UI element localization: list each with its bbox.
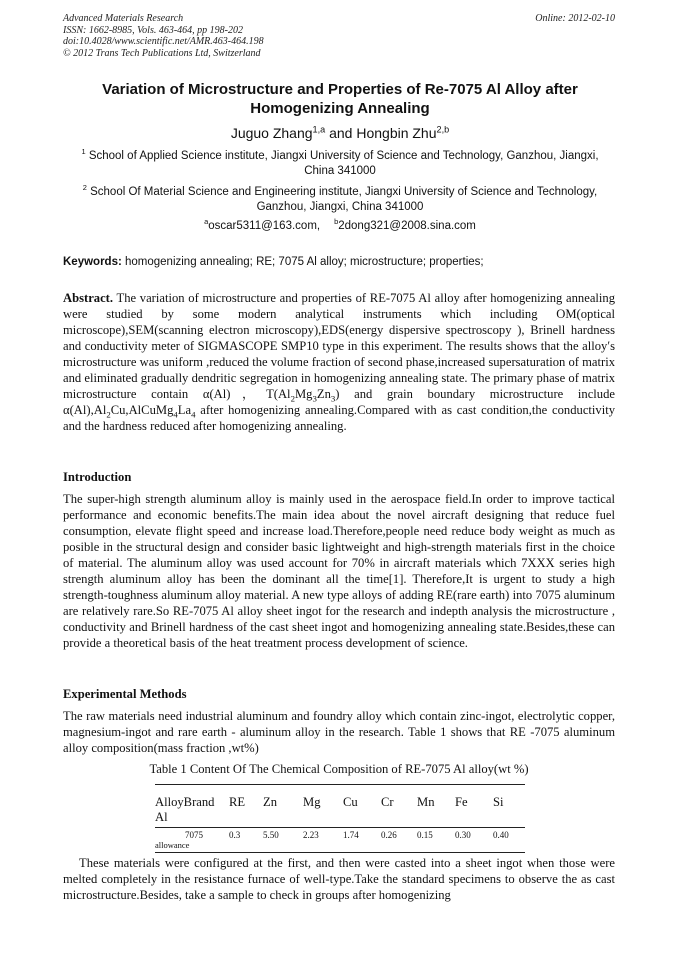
- table-cell: 0.15: [417, 828, 455, 853]
- abstract-sub-2: 3: [312, 393, 317, 404]
- keywords: [63, 255, 615, 270]
- affiliation-2-text: School Of Material Science and Engineering institute, Jiangxi University of Science and Technology, Ganzhou, Jiangxi, China 341000: [90, 186, 598, 213]
- email-b-marker: b: [334, 217, 339, 227]
- abstract-text-6: La: [177, 403, 192, 417]
- table-cell: 0.30: [455, 828, 493, 853]
- experimental-text: The raw materials need industrial aluminum and foundry alloy which contain zinc-ingot, electrolytic copper, magnesium-ingot and rare earth - aluminum alloy in the research. Table 1 shows that RE -7075 aluminum alloy composition(mass fraction ,wt%): [63, 709, 615, 755]
- author-conjunction: and: [325, 125, 357, 141]
- affiliation-1: [70, 149, 610, 179]
- affiliation-1-text: School of Applied Science institute, Jiangxi University of Science and Technology, Ganzhou, Jiangxi, China 341000: [88, 150, 599, 177]
- table-cell: 2.23: [303, 828, 343, 853]
- table-cell: 1.74: [343, 828, 381, 853]
- email-b[interactable]: 2dong321@2008.sina.com: [338, 220, 476, 232]
- abstract: [63, 290, 615, 434]
- abstract-sub-4: 2: [106, 409, 111, 420]
- table-cell: 0.26: [381, 828, 417, 853]
- table-header-cell: RE: [229, 785, 263, 828]
- table-header-cell: Mg: [303, 785, 343, 828]
- author-1-affil: 1,a: [312, 124, 326, 135]
- table-header-row: [155, 785, 525, 828]
- table-header-cell: Zn: [263, 785, 303, 828]
- author-2: Hongbin Zhu: [356, 125, 437, 141]
- alloy-brand-value: 7075: [185, 830, 203, 840]
- abstract-sub-6: 4: [191, 409, 196, 420]
- table-header-cell: Mn: [417, 785, 455, 828]
- table-row: [155, 828, 525, 853]
- composition-table: [155, 784, 525, 853]
- table-header-cell: Cu: [343, 785, 381, 828]
- al-value: allowance: [155, 840, 190, 850]
- author-1: Juguo Zhang: [230, 125, 313, 141]
- table-cell: 5.50: [263, 828, 303, 853]
- introduction-text: The super-high strength aluminum alloy is mainly used in the aerospace field.In order to improve tactical performance and economic benefits.The main idea about the novel aircraft designing that reduce fuel consumption, elevate flight speed and increase load.Therefore,people need reduce body weight as much as posible in the structural design and consider basic lightweight and high-strength materials first in the choice of material. The aluminum alloy was used account for 70% in aircraft materials which 7XXX series high strength aluminum alloy has been the dominant all the time[1]. Therefore,It is urgent to study a high strength-toughness aluminum alloy material. A new type alloys of adding RE(rare earth) into 7075 aluminum are relatively rare.So RE-7075 Al alloy sheet ingot for the research and indepth analysis the microstructure , conductivity and Brinell hardness of the cast sheet ingot and homogenizing annealing state.Besides,these can provide a theoretical basis of the heat treatment process development of science.: [63, 492, 615, 650]
- abstract-text-1: The variation of microstructure and properties of RE-7075 Al alloy after homogenizing annealing were studied by some modern analytical instruments which including OM(optical microscope),SEM(scanning electron microscopy),EDS(energy dispersive spectroscopy ), Brinell hardness and conductivity meter of SIGMASCOPE SMP10 type in this experiment. The results shows that the alloy′s microstructure was uniform ,reduced the volume fraction of second phase,increased supersaturation of matrix and eliminated gradually dendritic segregation in homogenizing annealing state. The primary phase of matrix microstructure contain α(Al)，T(Al: [63, 291, 615, 401]
- email-a-marker: a: [204, 217, 209, 227]
- table-cell: 0.3: [229, 828, 263, 853]
- paper-title: Variation of Microstructure and Properties of Re-7075 Al Alloy after Homogenizing Annealing: [102, 81, 578, 117]
- affiliation-1-number: 1: [81, 147, 86, 157]
- keywords-label: Keywords:: [63, 256, 122, 268]
- journal-name: Advanced Materials Research: [63, 13, 184, 24]
- abstract-sub-5: 4: [173, 409, 178, 420]
- issn: ISSN: 1662-8985, Vols. 463-464, pp 198-202: [63, 24, 243, 36]
- table-cell-brand: [155, 828, 229, 853]
- doi: doi:10.4028/www.scientific.net/AMR.463-464.198: [63, 36, 264, 47]
- experimental-heading: Experimental Methods: [63, 687, 187, 701]
- email-a[interactable]: oscar5311@163.com,: [208, 220, 321, 232]
- author-line: [60, 124, 620, 142]
- abstract-text-5: Cu,AlCuMg: [110, 403, 174, 417]
- abstract-text-3: Zn: [316, 387, 331, 401]
- introduction-heading: Introduction: [63, 470, 132, 484]
- table-caption: Table 1 Content Of The Chemical Composition of RE-7075 Al alloy(wt %): [149, 762, 529, 776]
- table-header-cell: Si: [493, 785, 525, 828]
- table-header-cell: AlloyBrand Al: [155, 785, 229, 828]
- affiliation-2-number: 2: [82, 183, 87, 193]
- affiliation-2: [70, 185, 610, 215]
- abstract-text-4: ) and grain boundary microstructure include α(Al),Al: [63, 387, 615, 417]
- experimental-continued-text: These materials were configured at the first, and then were casted into a sheet ingot when those were melted completely in the resistance furnace of well-type.Take the standard specimens to observe the as cast microstructure.Besides, take a sample to check in groups after homogenizing: [63, 856, 615, 902]
- author-2-affil: 2,b: [436, 124, 450, 135]
- email-line: [60, 219, 620, 234]
- abstract-label: Abstract.: [63, 291, 114, 305]
- online-date: Online: 2012-02-10: [535, 13, 615, 24]
- journal-header: [63, 13, 264, 59]
- table-header-cell: Cr: [381, 785, 417, 828]
- table-cell: 0.40: [493, 828, 525, 853]
- abstract-text-7: after homogenizing annealing.Compared with as cast condition,the conductivity and the hardness reduced after homogenizing annealing.: [63, 403, 615, 433]
- abstract-sub-1: 2: [290, 393, 295, 404]
- keywords-text: homogenizing annealing; RE; 7075 Al alloy; microstructure; properties;: [121, 256, 484, 268]
- abstract-text-2: Mg: [294, 387, 313, 401]
- copyright: © 2012 Trans Tech Publications Ltd, Switzerland: [63, 47, 261, 59]
- abstract-sub-3: 3: [330, 393, 336, 404]
- table-header-cell: Fe: [455, 785, 493, 828]
